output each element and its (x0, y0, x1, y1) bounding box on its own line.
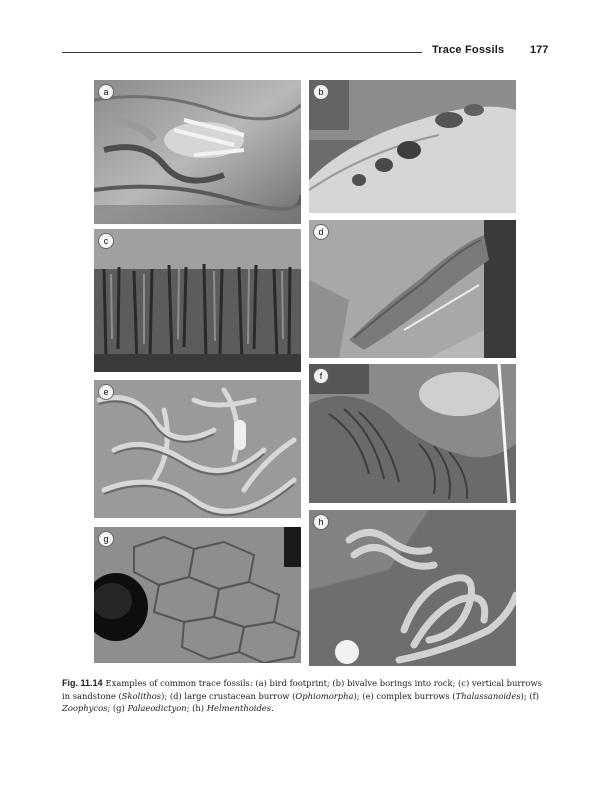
photo-palaeodictyon (94, 527, 301, 663)
caption-text: Examples of common trace fossils: (a) bird footprint; (b) bivalve borings into rock; (c) vertical burrows in sandstone ( (62, 678, 542, 701)
caption-text: . (271, 703, 274, 713)
photo-zoophycos-image (309, 364, 516, 503)
caption-text: ); (e) complex burrows ( (353, 690, 456, 701)
panel-label-f: f (313, 368, 329, 384)
panel-label-a: a (98, 84, 114, 100)
caption-taxon: Palaeodictyon (127, 703, 187, 713)
photo-bivalve-borings (309, 80, 516, 213)
running-head: Trace Fossils (432, 44, 505, 56)
panel-label-h: h (313, 514, 329, 530)
caption-figure-number: Fig. 11.14 (62, 678, 103, 688)
caption-text: ); (f) (520, 690, 540, 701)
photo-bivalve-borings-image (309, 80, 516, 213)
panel-label-c: c (98, 233, 114, 249)
photo-helmenthoides (309, 510, 516, 666)
photo-skolithos-burrows (94, 229, 301, 372)
panel-label-g: g (98, 531, 114, 547)
caption-taxon: Skolithos (121, 690, 162, 701)
photo-bird-footprint (94, 80, 301, 224)
photo-thalassanoides-burrows-image (94, 380, 301, 518)
caption-taxon: Thalassanoides (455, 690, 521, 701)
photo-skolithos-burrows-image (94, 229, 301, 372)
photo-helmenthoides-image (309, 510, 516, 666)
caption-taxon: Helmenthoides (206, 703, 272, 713)
caption-text: ; (h) (186, 703, 207, 713)
caption-text: ); (d) large crustacean burrow ( (161, 690, 296, 701)
panel-label-b: b (313, 84, 329, 100)
photo-palaeodictyon-image (94, 527, 301, 663)
photo-bird-footprint-image (94, 80, 301, 224)
caption-taxon: Ophiomorpha (295, 690, 354, 701)
caption-text: ; (g) (107, 703, 128, 713)
caption-taxon: Zoophycos (62, 703, 108, 713)
panel-label-e: e (98, 384, 114, 400)
photo-thalassanoides-burrows (94, 380, 301, 518)
photo-ophiomorpha-burrow-image (309, 220, 516, 358)
photo-ophiomorpha-burrow (309, 220, 516, 358)
figure-caption (62, 677, 552, 715)
panel-label-d: d (313, 224, 329, 240)
page-number: 177 (530, 44, 549, 56)
photo-zoophycos (309, 364, 516, 503)
